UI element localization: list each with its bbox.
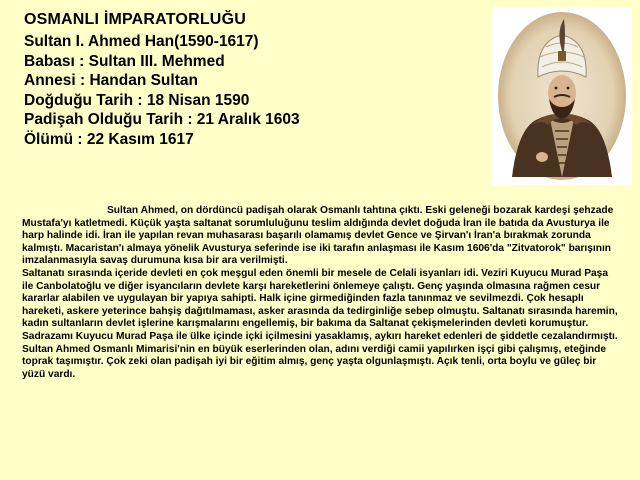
paragraph-reign: Sultan Ahmed, on dördüncü padişah olarak Osmanlı tahtına çıktı. Eski geleneği bozarak kardeşi şehzade Mustafa'yı katletmedi. Küçük yaşta saltanat sorumluluğunu teslim aldığında devlet doğuda İran ile batıda da Avusturya ile harp halinde idi. İran ile yapılan revan muhasarası başarılı olamamış devlet Gence ve Şirvan'ı İran'a bırakmak zorunda kalmıştı. Macaristan'ı almaya yönelik Avusturya seferinde ise iki tarafın anlaşması ile Kasım 1606'da "Zitvatorok" barışının imzalanmasıyla savaş durumuna kısa bir ara verilmişti. [22,205,614,267]
empire-title: OSMANLI İMPARATORLUĞU [24,11,246,28]
father-line: Babası : Sultan III. Mehmed [24,52,225,70]
biography-text [22,205,622,381]
sultan-portrait-icon [492,7,632,185]
accession-date-line: Padişah Olduğu Tarih : 21 Aralık 1603 [24,111,300,128]
birth-date-line: Doğduğu Tarih : 18 Nisan 1590 [24,91,250,109]
death-date-line: Ölümü : 22 Kasım 1617 [24,130,194,148]
paragraph-celali: Saltanatı sırasında içeride devleti en çok meşgul eden önemli bir mesele de Celali isyanları idi. Veziri Kuyucu Murad Paşa ile Canbolatoğlu ve diğer isyancıların devlete karşı hareketlerini önlemeye çalıştı. Genç yaşında olmasına rağmen cesur kararlar alabilen ve uygulayan bir yapıya sahipti. Halk içine girmediğinden fazla tanınmaz ve sevilmezdi. Çok hesaplı hareketi, askere yeterince bahşiş dağıtılmaması, asker arasında da tedirginliğe sebep olmuştu. Saltanatı sırasında haremin, kadın sultanların devlet işlerine karışmalarını engellemiş, bir bakıma da Saltanat çekişmelerinden devleti korumuştur. Sadrazamı Kuyucu Murad Paşa ile ülke içinde içki içilmesini yasaklamış, aykırı hareket edenleri de şiddetle cezalandırmıştı. [22,267,618,342]
header [24,10,484,149]
mother-line: Annesi : Handan Sultan [24,72,198,89]
sultan-portrait [492,7,632,185]
sultan-name: Sultan I. Ahmed Han(1590-1617) [24,33,259,50]
paragraph-mosque: Sultan Ahmed Osmanlı Mimarisi'nin en büyük eserlerinden olan, adını verdiği camii yapılırken işçi gibi çalışmış, eteğinde toprak taşımıştır. Çok zeki olan padişah iyi bir eğitim almış, genç yaşta olgunlaşmıştı. Açık tenli, orta boylu ve güleç bir yüzü vardı. [22,343,607,380]
